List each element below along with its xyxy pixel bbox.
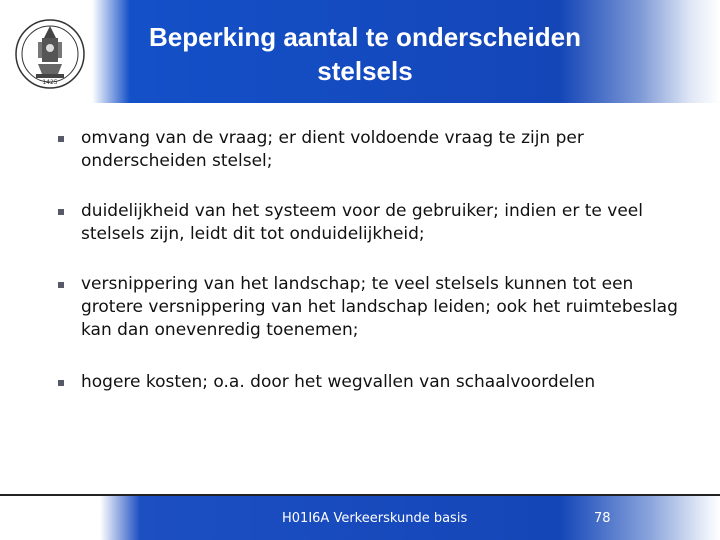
square-bullet-icon [58,209,64,215]
bullet-text: omvang van de vraag; er dient voldoende vraag te zijn per onderscheiden stelsel; [81,128,584,171]
bullet-item [58,127,698,173]
page-number: 78 [594,511,611,526]
square-bullet-icon [58,282,64,288]
slide-title: Beperking aantal te onderscheiden stelsels [148,22,581,86]
bullet-item [58,200,698,246]
bullet-item [58,371,698,394]
square-bullet-icon [58,380,64,386]
bullet-text: versnippering van het landschap; te veel stelsels kunnen tot een grotere versnippering van het landschap leiden; ook het ruimtebeslag kan dan onevenredig toenemen; [81,274,678,340]
bullet-list [58,127,698,394]
footer-course-name: H01I6A Verkeerskunde basis [282,511,468,526]
university-seal-logo [14,8,86,104]
slide-header [0,0,720,103]
seal-year: 1425 [42,79,58,86]
bullet-item [58,273,698,342]
square-bullet-icon [58,136,64,142]
bullet-text: duidelijkheid van het systeem voor de gebruiker; indien er te veel stelsels zijn, leidt dit tot onduidelijkheid; [81,201,643,244]
bullet-text: hogere kosten; o.a. door het wegvallen van schaalvoordelen [81,372,596,392]
slide-footer [0,496,720,540]
